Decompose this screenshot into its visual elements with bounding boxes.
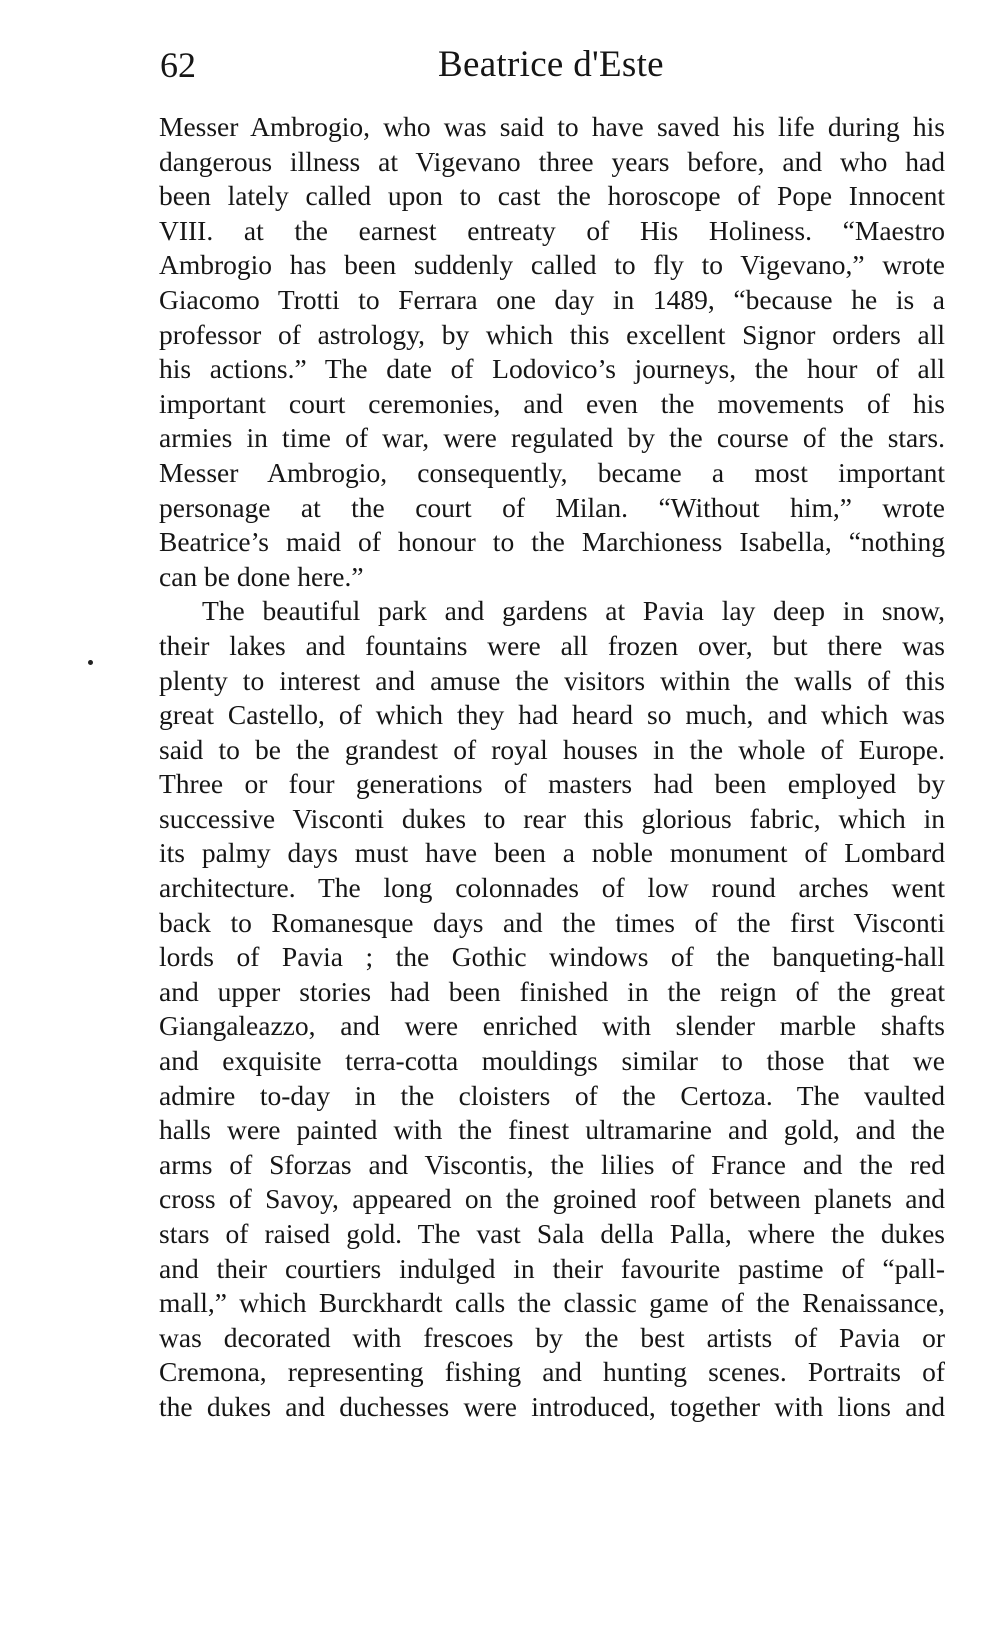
text-line: and upper stories had been finished in the reign of the great [159, 975, 945, 1007]
text-line: lords of Pavia ; the Gothic windows of the banqueting-hall [159, 941, 945, 973]
text-line: Beatrice’s maid of honour to the Marchioness Isabella, “nothing [159, 526, 945, 558]
text-line: arms of Sforzas and Viscontis, the lilies of France and the red [159, 1148, 945, 1180]
text-line: mall,” which Burckhardt calls the classic game of the Renaissance, [159, 1287, 945, 1319]
text-line: can be done here.” [159, 560, 364, 592]
text-line: professor of astrology, by which this excellent Signor orders all [159, 318, 945, 350]
text-line: Three or four generations of masters had been employed by [159, 768, 945, 800]
text-line: VIII. at the earnest entreaty of His Holiness. “Maestro [159, 214, 945, 246]
page-number: 62 [160, 45, 196, 85]
text-line: Ambrogio has been suddenly called to fly to Vigevano,” wrote [159, 249, 945, 281]
text-line: Messer Ambrogio, consequently, became a most important [159, 456, 945, 488]
text-line: his actions.” The date of Lodovico’s journeys, the hour of all [159, 353, 945, 385]
text-line: the dukes and duchesses were introduced, together with lions and [159, 1390, 945, 1422]
text-line: Giacomo Trotti to Ferrara one day in 1489, “because he is a [159, 283, 945, 315]
text-line: been lately called upon to cast the horoscope of Pope Innocent [159, 180, 945, 212]
text-line: important court ceremonies, and even the movements of his [159, 387, 945, 419]
text-line: personage at the court of Milan. “Without him,” wrote [159, 491, 945, 523]
text-line: Messer Ambrogio, who was said to have saved his life during his [159, 111, 945, 142]
text-line: its palmy days must have been a noble monument of Lombard [159, 837, 945, 869]
text-line: Giangaleazzo, and were enriched with slender marble shafts [159, 1010, 945, 1042]
text-line: cross of Savoy, appeared on the groined roof between planets and [159, 1183, 945, 1215]
text-line: stars of raised gold. The vast Sala della Palla, where the dukes [159, 1218, 945, 1249]
text-line: great Castello, of which they had heard so much, and which was [159, 699, 945, 731]
running-title: Beatrice d'Este [438, 44, 664, 85]
text-line: dangerous illness at Vigevano three years before, and who had [159, 145, 945, 177]
text-line: and their courtiers indulged in their favourite pastime of “pall- [159, 1252, 945, 1284]
text-line: said to be the grandest of royal houses in the whole of Europe. [159, 733, 945, 765]
page-header [160, 40, 950, 90]
text-line: successive Visconti dukes to rear this glorious fabric, which in [159, 802, 945, 834]
paragraph [159, 594, 945, 1424]
body-text [159, 110, 945, 1425]
text-line: plenty to interest and amuse the visitors within the walls of this [159, 664, 945, 696]
margin-mark [88, 660, 93, 665]
text-line: and exquisite terra-cotta mouldings similar to those that we [159, 1045, 945, 1077]
paragraph [159, 110, 945, 594]
text-line: back to Romanesque days and the times of the first Visconti [159, 906, 945, 938]
text-line: halls were painted with the finest ultramarine and gold, and the [159, 1114, 945, 1146]
text-line: admire to-day in the cloisters of the Certoza. The vaulted [159, 1079, 945, 1111]
text-line: was decorated with frescoes by the best artists of Pavia or [159, 1321, 945, 1353]
text-line: Cremona, representing fishing and hunting scenes. Portraits of [159, 1356, 945, 1388]
text-line: The beautiful park and gardens at Pavia lay deep in snow, [202, 595, 945, 627]
text-line: their lakes and fountains were all frozen over, but there was [159, 629, 945, 661]
text-line: architecture. The long colonnades of low round arches went [159, 872, 945, 904]
text-line: armies in time of war, were regulated by the course of the stars. [159, 422, 945, 454]
